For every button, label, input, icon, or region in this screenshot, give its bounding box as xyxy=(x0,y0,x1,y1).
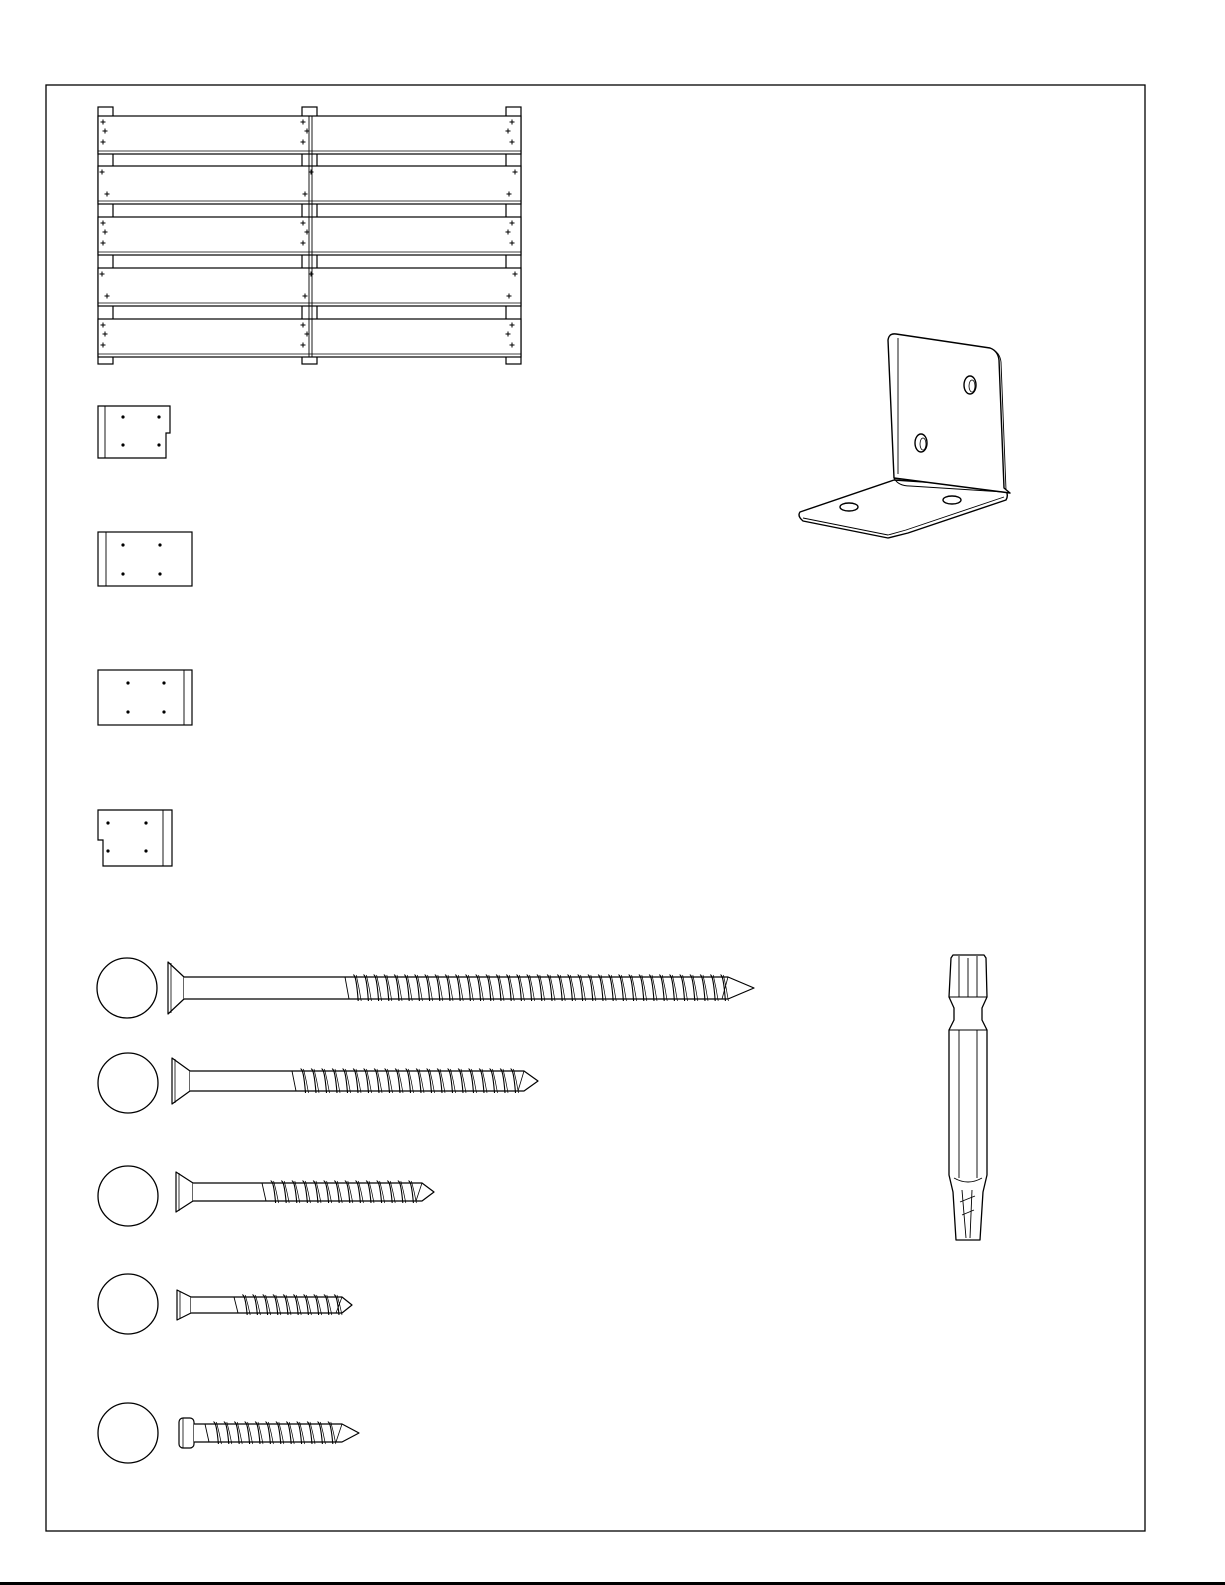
driver-bit xyxy=(949,955,987,1240)
screw-1-label-circle xyxy=(97,958,157,1018)
block-b xyxy=(98,532,192,586)
screw-3-label-circle xyxy=(98,1166,158,1226)
screw-5-label-circle xyxy=(98,1403,158,1463)
panel-slat xyxy=(98,116,521,154)
block-c xyxy=(98,670,192,725)
l-bracket xyxy=(799,334,1010,538)
screw-3 xyxy=(176,1172,434,1212)
screw-1 xyxy=(168,962,754,1014)
screw-4-label-circle xyxy=(98,1274,158,1334)
screw-set xyxy=(168,962,754,1448)
screw-2-label-circle xyxy=(98,1053,158,1113)
block-a xyxy=(98,406,170,458)
screw-4 xyxy=(177,1290,352,1320)
block-d xyxy=(98,810,172,866)
panel-slat xyxy=(98,319,521,357)
screw-2 xyxy=(172,1058,538,1104)
screw-5 xyxy=(179,1418,359,1448)
slatted-panel xyxy=(98,107,521,364)
panel-slat xyxy=(98,217,521,255)
screw-label-circles xyxy=(97,958,158,1463)
